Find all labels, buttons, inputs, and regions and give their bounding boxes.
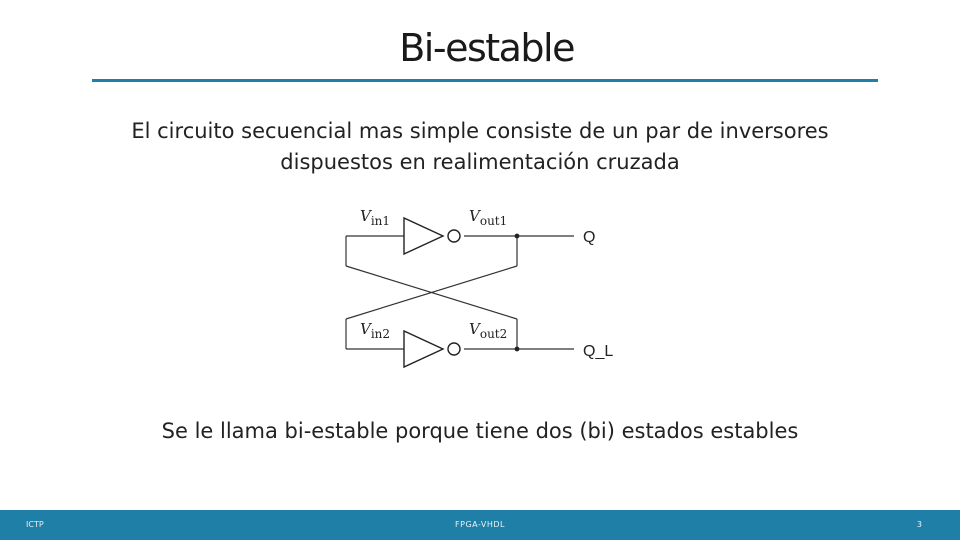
label-vout2: $V_{out2}$ [469, 320, 508, 341]
footer-page-number: 3 [916, 520, 922, 529]
label-vin1: $V_{in1}$ [360, 207, 391, 228]
intro-line-1: El circuito secuencial mas simple consiste de un par de inversores [131, 119, 829, 143]
title-underline [92, 79, 878, 82]
bistable-circuit-diagram [330, 196, 630, 380]
footer-course: FPGA-VHDL [455, 520, 505, 529]
slide-title: Bi-estable [399, 26, 574, 70]
label-q-l: Q_L [583, 343, 614, 360]
junction-dot-top [515, 234, 520, 239]
label-q: Q [583, 229, 596, 246]
label-vin2: $V_{in2}$ [360, 320, 391, 341]
inverter-top [404, 218, 460, 254]
inverter-bottom [404, 331, 460, 367]
intro-text [80, 116, 880, 178]
intro-line-2: dispuestos en realimentación cruzada [280, 150, 680, 174]
inverter-bottom-bubble [448, 343, 460, 355]
footer-org: ICTP [26, 520, 44, 529]
inverter-top-triangle [404, 218, 443, 254]
footer-bar [0, 510, 960, 540]
label-vout1: $V_{out1}$ [469, 207, 508, 228]
junction-dot-bottom [515, 347, 520, 352]
footnote-text: Se le llama bi-estable porque tiene dos (bi) estados estables [161, 419, 799, 443]
inverter-bottom-triangle [404, 331, 443, 367]
inverter-top-bubble [448, 230, 460, 242]
